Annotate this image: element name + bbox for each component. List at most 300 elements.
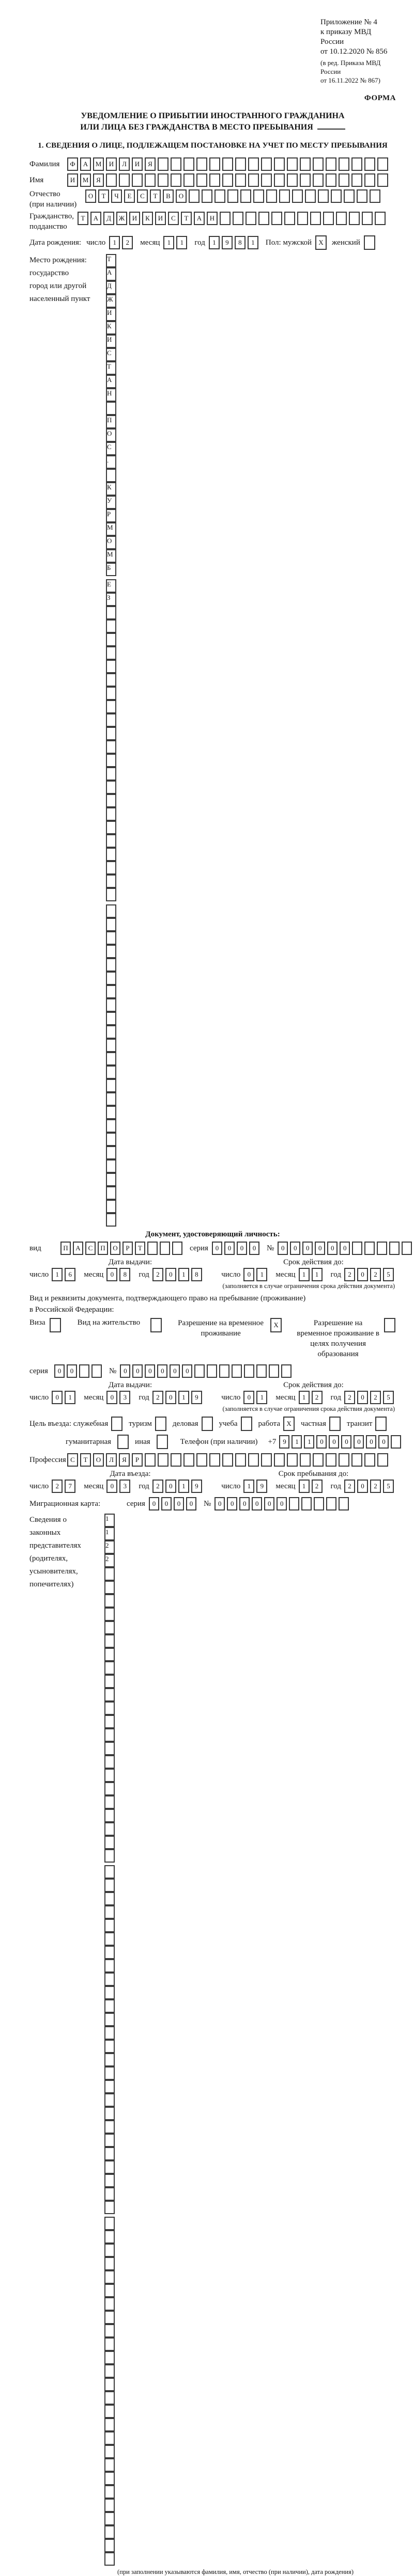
char-cell[interactable]: [104, 2324, 115, 2338]
char-cell[interactable]: [104, 1567, 115, 1581]
char-cell[interactable]: 5: [383, 1268, 394, 1281]
char-cell[interactable]: [106, 985, 116, 998]
char-cell[interactable]: [287, 1453, 298, 1467]
char-cell[interactable]: 0: [252, 1497, 262, 1510]
char-cell[interactable]: [104, 1621, 115, 1634]
char-cell[interactable]: [274, 157, 285, 171]
char-cell[interactable]: 0: [161, 1497, 172, 1510]
char-cell[interactable]: [104, 1702, 115, 1715]
char-cell[interactable]: С: [85, 1242, 96, 1255]
char-cell[interactable]: [104, 2080, 115, 2093]
char-cell[interactable]: [235, 1453, 246, 1467]
char-cell[interactable]: Т: [181, 212, 192, 225]
char-cell[interactable]: [266, 189, 277, 203]
char-cell[interactable]: [104, 2391, 115, 2405]
char-cell[interactable]: Р: [122, 1242, 133, 1255]
char-cell[interactable]: [391, 1435, 401, 1449]
char-cell[interactable]: [106, 821, 116, 834]
char-cell[interactable]: [106, 874, 116, 888]
char-cell[interactable]: [339, 1453, 349, 1467]
char-cell[interactable]: [104, 1782, 115, 1795]
char-cell[interactable]: [241, 1417, 252, 1431]
char-cell[interactable]: [281, 1364, 292, 1378]
char-cell[interactable]: [104, 2472, 115, 2485]
char-cell[interactable]: [104, 2026, 115, 2040]
char-cell[interactable]: О: [176, 189, 187, 203]
char-cell[interactable]: [104, 2552, 115, 2566]
char-cell[interactable]: [172, 1242, 182, 1255]
char-cell[interactable]: З: [106, 593, 116, 606]
char-cell[interactable]: [336, 212, 347, 225]
char-cell[interactable]: Т: [106, 361, 116, 375]
char-cell[interactable]: 2: [312, 1391, 323, 1404]
char-cell[interactable]: 2: [52, 1480, 63, 1493]
char-cell[interactable]: [155, 1417, 166, 1431]
char-cell[interactable]: 0: [106, 1480, 117, 1493]
char-cell[interactable]: Т: [98, 189, 109, 203]
char-cell[interactable]: [106, 1092, 116, 1106]
char-cell[interactable]: [106, 1146, 116, 1159]
char-cell[interactable]: [351, 173, 362, 187]
char-cell[interactable]: [106, 1186, 116, 1200]
char-cell[interactable]: О: [106, 536, 116, 549]
char-cell[interactable]: X: [283, 1417, 295, 1431]
char-cell[interactable]: [313, 173, 324, 187]
char-cell[interactable]: Я: [119, 1453, 130, 1467]
char-cell[interactable]: П: [60, 1242, 71, 1255]
char-cell[interactable]: [79, 1364, 89, 1378]
char-cell[interactable]: [220, 212, 231, 225]
char-cell[interactable]: [362, 212, 373, 225]
char-cell[interactable]: [106, 918, 116, 931]
char-cell[interactable]: 2: [370, 1480, 381, 1493]
char-cell[interactable]: [364, 157, 375, 171]
char-cell[interactable]: [326, 1453, 336, 1467]
char-cell[interactable]: [147, 1242, 158, 1255]
char-cell[interactable]: [119, 173, 130, 187]
char-cell[interactable]: И: [106, 335, 116, 348]
char-cell[interactable]: Я: [145, 157, 156, 171]
char-cell[interactable]: 2: [370, 1268, 381, 1281]
char-cell[interactable]: [106, 861, 116, 874]
char-cell[interactable]: [106, 781, 116, 794]
char-cell[interactable]: [104, 1999, 115, 2013]
char-cell[interactable]: [209, 173, 220, 187]
char-cell[interactable]: [104, 1661, 115, 1675]
char-cell[interactable]: [104, 2378, 115, 2391]
char-cell[interactable]: 5: [383, 1391, 394, 1404]
char-cell[interactable]: [104, 1932, 115, 1946]
char-cell[interactable]: 0: [357, 1480, 368, 1493]
char-cell[interactable]: [104, 2364, 115, 2378]
char-cell[interactable]: [329, 1417, 341, 1431]
char-cell[interactable]: 0: [67, 1364, 77, 1378]
char-cell[interactable]: [104, 1648, 115, 1661]
char-cell[interactable]: [104, 2201, 115, 2214]
char-cell[interactable]: [171, 1453, 181, 1467]
char-cell[interactable]: С: [168, 212, 179, 225]
char-cell[interactable]: [326, 173, 336, 187]
char-cell[interactable]: [256, 1364, 267, 1378]
char-cell[interactable]: [104, 2458, 115, 2472]
char-cell[interactable]: [104, 2418, 115, 2431]
char-cell[interactable]: 1: [248, 236, 258, 249]
char-cell[interactable]: Д: [103, 212, 114, 225]
char-cell[interactable]: О: [110, 1242, 120, 1255]
char-cell[interactable]: И: [129, 212, 140, 225]
char-cell[interactable]: И: [132, 157, 143, 171]
char-cell[interactable]: [50, 1318, 61, 1332]
char-cell[interactable]: 0: [278, 1242, 288, 1255]
char-cell[interactable]: 1: [104, 1527, 115, 1540]
char-cell[interactable]: [314, 1497, 324, 1510]
char-cell[interactable]: .: [106, 455, 116, 469]
char-cell[interactable]: [207, 1364, 217, 1378]
char-cell[interactable]: [377, 173, 388, 187]
char-cell[interactable]: [235, 157, 246, 171]
char-cell[interactable]: [106, 1200, 116, 1213]
char-cell[interactable]: [106, 848, 116, 861]
char-cell[interactable]: 3: [119, 1480, 130, 1493]
char-cell[interactable]: [106, 958, 116, 972]
char-cell[interactable]: 5: [383, 1480, 394, 1493]
char-cell[interactable]: 2: [122, 236, 133, 249]
char-cell[interactable]: [244, 1364, 254, 1378]
char-cell[interactable]: 0: [157, 1364, 167, 1378]
char-cell[interactable]: [297, 212, 308, 225]
char-cell[interactable]: 0: [357, 1268, 368, 1281]
char-cell[interactable]: Т: [106, 254, 116, 267]
char-cell[interactable]: И: [67, 173, 78, 187]
char-cell[interactable]: 0: [52, 1391, 63, 1404]
char-cell[interactable]: 7: [65, 1480, 75, 1493]
char-cell[interactable]: [117, 1435, 129, 1449]
char-cell[interactable]: [377, 1453, 388, 1467]
char-cell[interactable]: У: [106, 496, 116, 509]
char-cell[interactable]: [214, 189, 225, 203]
char-cell[interactable]: [349, 212, 360, 225]
char-cell[interactable]: [106, 945, 116, 958]
char-cell[interactable]: [106, 1066, 116, 1079]
char-cell[interactable]: [364, 1453, 375, 1467]
char-cell[interactable]: Ж: [106, 294, 116, 308]
char-cell[interactable]: Л: [106, 1453, 117, 1467]
char-cell[interactable]: [104, 2270, 115, 2284]
char-cell[interactable]: [352, 1242, 362, 1255]
char-cell[interactable]: 0: [378, 1435, 389, 1449]
char-cell[interactable]: [274, 1453, 285, 1467]
char-cell[interactable]: [104, 1986, 115, 1999]
char-cell[interactable]: [171, 173, 181, 187]
char-cell[interactable]: [104, 2297, 115, 2311]
char-cell[interactable]: [104, 2499, 115, 2512]
char-cell[interactable]: [104, 2147, 115, 2160]
char-cell[interactable]: [271, 212, 282, 225]
char-cell[interactable]: 0: [54, 1364, 65, 1378]
char-cell[interactable]: [106, 469, 116, 482]
char-cell[interactable]: [106, 1039, 116, 1052]
char-cell[interactable]: [326, 1497, 336, 1510]
char-cell[interactable]: [104, 2107, 115, 2120]
char-cell[interactable]: 0: [170, 1364, 180, 1378]
char-cell[interactable]: [209, 157, 220, 171]
char-cell[interactable]: [106, 1106, 116, 1119]
char-cell[interactable]: 0: [145, 1364, 155, 1378]
char-cell[interactable]: 8: [191, 1268, 202, 1281]
char-cell[interactable]: [310, 212, 321, 225]
char-cell[interactable]: А: [106, 375, 116, 388]
char-cell[interactable]: 0: [327, 1242, 338, 1255]
char-cell[interactable]: [240, 189, 251, 203]
char-cell[interactable]: [351, 157, 362, 171]
char-cell[interactable]: 1: [52, 1268, 63, 1281]
char-cell[interactable]: [104, 1973, 115, 1986]
char-cell[interactable]: Н: [106, 388, 116, 402]
char-cell[interactable]: [104, 2338, 115, 2351]
char-cell[interactable]: [104, 1728, 115, 1742]
char-cell[interactable]: [106, 633, 116, 646]
char-cell[interactable]: [196, 173, 207, 187]
char-cell[interactable]: 1: [178, 1268, 189, 1281]
char-cell[interactable]: 0: [106, 1268, 117, 1281]
char-cell[interactable]: [106, 754, 116, 767]
char-cell[interactable]: [274, 173, 285, 187]
char-cell[interactable]: [106, 173, 117, 187]
char-cell[interactable]: [106, 904, 116, 918]
char-cell[interactable]: [318, 189, 329, 203]
char-cell[interactable]: 0: [329, 1435, 339, 1449]
char-cell[interactable]: [209, 1453, 220, 1467]
char-cell[interactable]: X: [315, 235, 327, 250]
char-cell[interactable]: [106, 402, 116, 415]
char-cell[interactable]: [106, 972, 116, 985]
char-cell[interactable]: Б: [106, 563, 116, 576]
char-cell[interactable]: 9: [191, 1391, 202, 1404]
char-cell[interactable]: [158, 157, 168, 171]
char-cell[interactable]: [104, 1905, 115, 1919]
char-cell[interactable]: 2: [312, 1480, 323, 1493]
char-cell[interactable]: [289, 1497, 299, 1510]
char-cell[interactable]: [183, 1453, 194, 1467]
char-cell[interactable]: [104, 1795, 115, 1809]
char-cell[interactable]: Т: [80, 1453, 91, 1467]
char-cell[interactable]: И: [106, 308, 116, 321]
char-cell[interactable]: С: [106, 442, 116, 455]
char-cell[interactable]: [284, 212, 295, 225]
char-cell[interactable]: [106, 713, 116, 727]
char-cell[interactable]: [375, 212, 386, 225]
char-cell[interactable]: [287, 157, 298, 171]
char-cell[interactable]: [248, 173, 259, 187]
char-cell[interactable]: [331, 189, 342, 203]
char-cell[interactable]: П: [106, 415, 116, 428]
char-cell[interactable]: Ч: [111, 189, 122, 203]
char-cell[interactable]: [104, 2311, 115, 2324]
char-cell[interactable]: [104, 1849, 115, 1863]
char-cell[interactable]: [402, 1242, 412, 1255]
char-cell[interactable]: [287, 173, 298, 187]
char-cell[interactable]: [104, 1769, 115, 1782]
char-cell[interactable]: 0: [106, 1391, 117, 1404]
char-cell[interactable]: [171, 157, 181, 171]
char-cell[interactable]: 2: [104, 1554, 115, 1567]
char-cell[interactable]: Р: [106, 509, 116, 522]
char-cell[interactable]: [202, 1417, 213, 1431]
char-cell[interactable]: [227, 189, 238, 203]
char-cell[interactable]: 2: [152, 1268, 163, 1281]
char-cell[interactable]: [351, 1453, 362, 1467]
char-cell[interactable]: 1: [299, 1391, 310, 1404]
char-cell[interactable]: [370, 189, 380, 203]
char-cell[interactable]: [292, 189, 303, 203]
char-cell[interactable]: [111, 1417, 122, 1431]
char-cell[interactable]: А: [106, 267, 116, 281]
char-cell[interactable]: М: [106, 522, 116, 536]
char-cell[interactable]: 1: [312, 1268, 323, 1281]
char-cell[interactable]: 0: [316, 1435, 327, 1449]
char-cell[interactable]: [104, 1581, 115, 1594]
char-cell[interactable]: X: [270, 1318, 282, 1332]
char-cell[interactable]: [301, 1497, 312, 1510]
char-cell[interactable]: [313, 1453, 324, 1467]
char-cell[interactable]: 2: [152, 1480, 163, 1493]
char-cell[interactable]: [202, 189, 212, 203]
char-cell[interactable]: 0: [340, 1242, 350, 1255]
char-cell[interactable]: Т: [150, 189, 161, 203]
char-cell[interactable]: 0: [315, 1242, 325, 1255]
char-cell[interactable]: [377, 157, 388, 171]
char-cell[interactable]: [104, 1892, 115, 1905]
char-cell[interactable]: М: [106, 549, 116, 563]
char-cell[interactable]: 8: [235, 236, 246, 249]
char-cell[interactable]: Р: [132, 1453, 143, 1467]
char-cell[interactable]: [91, 1364, 102, 1378]
char-cell[interactable]: [104, 2040, 115, 2053]
char-cell[interactable]: 0: [165, 1480, 176, 1493]
char-cell[interactable]: [104, 2160, 115, 2174]
char-cell[interactable]: [104, 1822, 115, 1836]
char-cell[interactable]: [104, 1634, 115, 1648]
char-cell[interactable]: [261, 1453, 272, 1467]
char-cell[interactable]: 0: [354, 1435, 364, 1449]
char-cell[interactable]: 1: [109, 236, 120, 249]
char-cell[interactable]: 1: [292, 1435, 302, 1449]
char-cell[interactable]: 1: [299, 1480, 310, 1493]
char-cell[interactable]: [106, 1119, 116, 1133]
char-cell[interactable]: [104, 2134, 115, 2147]
char-cell[interactable]: [160, 1242, 170, 1255]
char-cell[interactable]: [104, 2053, 115, 2066]
char-cell[interactable]: [339, 157, 349, 171]
char-cell[interactable]: О: [106, 428, 116, 442]
char-cell[interactable]: [258, 212, 269, 225]
char-cell[interactable]: [104, 2217, 115, 2230]
char-cell[interactable]: 0: [357, 1391, 368, 1404]
char-cell[interactable]: [183, 173, 194, 187]
char-cell[interactable]: [196, 157, 207, 171]
char-cell[interactable]: [106, 1079, 116, 1092]
char-cell[interactable]: Ф: [67, 157, 78, 171]
char-cell[interactable]: С: [137, 189, 148, 203]
char-cell[interactable]: [253, 189, 264, 203]
char-cell[interactable]: [104, 2445, 115, 2458]
char-cell[interactable]: А: [73, 1242, 83, 1255]
char-cell[interactable]: 1: [256, 1391, 267, 1404]
char-cell[interactable]: [364, 173, 375, 187]
char-cell[interactable]: [104, 1919, 115, 1932]
char-cell[interactable]: [106, 700, 116, 713]
char-cell[interactable]: [132, 173, 143, 187]
char-cell[interactable]: [106, 1012, 116, 1025]
char-cell[interactable]: [104, 2230, 115, 2244]
char-cell[interactable]: [104, 2187, 115, 2201]
char-cell[interactable]: 1: [178, 1480, 189, 1493]
char-cell[interactable]: 9: [191, 1480, 202, 1493]
char-cell[interactable]: [145, 1453, 156, 1467]
char-cell[interactable]: 6: [65, 1268, 75, 1281]
char-cell[interactable]: 2: [344, 1268, 355, 1281]
char-cell[interactable]: [389, 1242, 400, 1255]
char-cell[interactable]: [104, 2405, 115, 2418]
char-cell[interactable]: 1: [178, 1391, 189, 1404]
char-cell[interactable]: [183, 157, 194, 171]
char-cell[interactable]: [104, 2351, 115, 2364]
char-cell[interactable]: 0: [277, 1497, 287, 1510]
char-cell[interactable]: [194, 1364, 205, 1378]
char-cell[interactable]: 0: [212, 1242, 222, 1255]
char-cell[interactable]: [104, 1959, 115, 1973]
char-cell[interactable]: 1: [176, 236, 187, 249]
char-cell[interactable]: [261, 157, 272, 171]
char-cell[interactable]: [104, 1836, 115, 1849]
char-cell[interactable]: Е: [124, 189, 135, 203]
char-cell[interactable]: [106, 673, 116, 687]
char-cell[interactable]: [233, 212, 243, 225]
char-cell[interactable]: [104, 1809, 115, 1822]
char-cell[interactable]: 0: [132, 1364, 143, 1378]
char-cell[interactable]: [323, 212, 334, 225]
char-cell[interactable]: [269, 1364, 279, 1378]
char-cell[interactable]: 0: [264, 1497, 274, 1510]
char-cell[interactable]: 0: [182, 1364, 192, 1378]
char-cell[interactable]: [300, 157, 311, 171]
char-cell[interactable]: 0: [239, 1497, 250, 1510]
char-cell[interactable]: [158, 173, 168, 187]
char-cell[interactable]: 9: [279, 1435, 289, 1449]
char-cell[interactable]: [344, 189, 355, 203]
char-cell[interactable]: [104, 1594, 115, 1608]
char-cell[interactable]: [339, 1497, 349, 1510]
char-cell[interactable]: 0: [165, 1268, 176, 1281]
char-cell[interactable]: 3: [119, 1391, 130, 1404]
char-cell[interactable]: [145, 173, 156, 187]
char-cell[interactable]: [248, 1453, 259, 1467]
char-cell[interactable]: К: [106, 482, 116, 496]
char-cell[interactable]: 9: [256, 1480, 267, 1493]
char-cell[interactable]: [106, 619, 116, 633]
char-cell[interactable]: 0: [249, 1242, 259, 1255]
char-cell[interactable]: О: [93, 1453, 104, 1467]
char-cell[interactable]: К: [142, 212, 153, 225]
char-cell[interactable]: [106, 807, 116, 821]
char-cell[interactable]: 0: [165, 1391, 176, 1404]
char-cell[interactable]: [106, 1159, 116, 1173]
char-cell[interactable]: А: [194, 212, 205, 225]
char-cell[interactable]: [106, 1133, 116, 1146]
char-cell[interactable]: [106, 888, 116, 901]
char-cell[interactable]: 0: [186, 1497, 196, 1510]
char-cell[interactable]: [222, 157, 233, 171]
